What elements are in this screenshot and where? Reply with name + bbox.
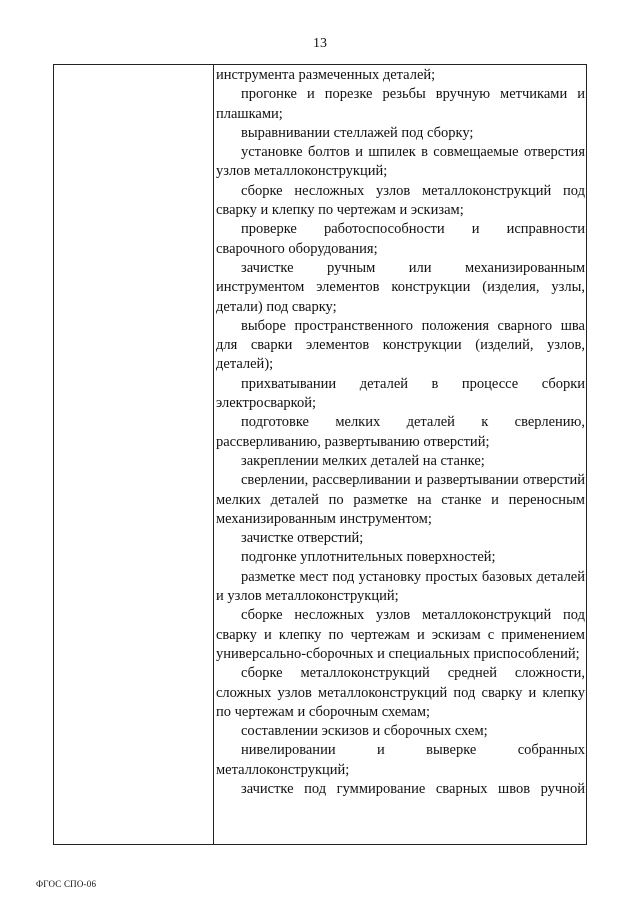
- footer-document-code: ФГОС СПО-06: [36, 879, 97, 889]
- list-item: подготовке мелких деталей к сверлению, рассверливанию, развертыванию отверстий;: [216, 414, 585, 450]
- list-item: прихватывании деталей в процессе сборки электросваркой;: [216, 375, 585, 412]
- table-left-cell: [54, 65, 214, 844]
- list-item: выборе пространственного положения сварного шва для сварки элементов конструкции (изделий, узлов, деталей);: [216, 317, 585, 373]
- list-item: проверке работоспособности и исправности сварочного оборудования;: [216, 221, 585, 257]
- list-item: инструмента размеченных деталей;: [216, 67, 436, 83]
- list-item: сборке несложных узлов металлоконструкций под сварку и клепку по чертежам и эскизам;: [216, 182, 585, 219]
- list-item: установке болтов и шпилек в совмещаемые отверстия узлов металлоконструкций;: [216, 144, 585, 180]
- list-item: подгонке уплотнительных поверхностей;: [241, 549, 496, 566]
- list-item: разметке мест под установку простых базовых деталей и узлов металлоконструкций;: [216, 568, 585, 605]
- list-item: составлении эскизов и сборочных схем;: [241, 723, 488, 740]
- list-item: нивелировании и выверке собранных металлоконструкций;: [216, 742, 585, 778]
- table-right-cell: [214, 65, 586, 844]
- list-item: зачистке ручным или механизированным инструментом элементов конструкции (изделия, узлы, детали) под сварку;: [216, 259, 585, 315]
- list-item: сборке несложных узлов металлоконструкций под сварку и клепку по чертежам и эскизам с применением универсально-сборочных и специальных приспособлений;: [216, 607, 585, 662]
- list-item: прогонке и порезке резьбы вручную метчиками и плашками;: [216, 86, 585, 122]
- list-item: сборке металлоконструкций средней сложности, сложных узлов металлоконструкций под сварку и клепку по чертежам и сборочным схемам;: [216, 665, 585, 720]
- page-number: 13: [313, 36, 327, 51]
- document-table: [53, 64, 587, 845]
- list-item: сверлении, рассверливании и развертывании отверстий мелких деталей по разметке на станке и переносным механизированным инструментом;: [216, 472, 585, 527]
- list-item: закреплении мелких деталей на станке;: [241, 452, 485, 469]
- list-item: выравнивании стеллажей под сборку;: [241, 124, 474, 141]
- list-item: зачистке под гуммирование сварных швов ручной: [241, 780, 585, 797]
- list-item: зачистке отверстий;: [241, 530, 364, 547]
